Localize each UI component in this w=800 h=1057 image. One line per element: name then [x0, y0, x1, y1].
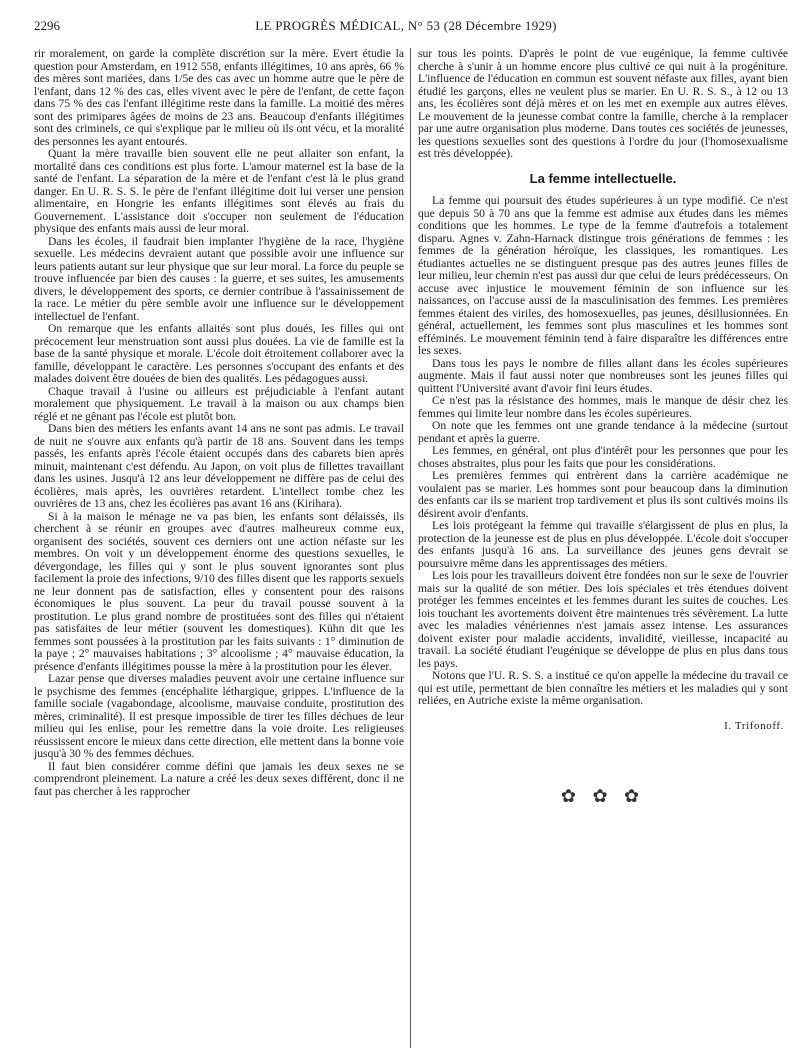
paragraph: Il faut bien considérer comme défini que jamais les deux sexes ne se comprendront pleinement. La nature a créé les deux sexes différent, donc il ne faut pas chercher à les rapprocher	[34, 759, 404, 798]
paragraph: rir moralement, on garde la complète discrétion sur la mère. Evert étudie la question pour Amsterdam, en 1912 558, enfants illégitimes, 10 ans après, 66 % des mères sont mariées, dans 1/5e des cas avec un homme autre que le père de l'enfant, dans 12 % des cas, elles vivent avec le père de l'enfant, de cette façon dans 75 % des cas l'enfant illégitime reste dans la famille. La moitié des mères sont des primipares âgées de moins de 23 ans. Beaucoup d'enfants illégitimes sont des criminels, ce qui s'explique par le milieu où ils ont vécu, et la moralité des personnes les ayant entourés.	[34, 47, 404, 148]
paragraph: Les femmes, en général, ont plus d'intérêt pour les personnes que pour les choses abstraites, plus pour les faits que pour les considérations.	[418, 444, 788, 470]
paragraph: Notons que l'U. R. S. S. a institué ce qu'on appelle la médecine du travail ce qui est utile, permettant de bien connaître les métiers et les maladies qui y sont reliées, en Autriche existe la même organisation.	[418, 669, 788, 707]
paragraph: Lazar pense que diverses maladies peuvent avoir une certaine influence sur le psychisme des femmes (encéphalite léthargique, grippes. L'influence de la famille sociale (vagabondage, alcoolisme, mauvaise conduite, prostitution des mères, criminalité). Il est presque impossible de tirer les filles déchues de leur milieu qui les enlise, pour les remettre dans la voie droite. Les religieuses réussissent encore le mieux dans cette direction, elle mettent dans la bonne voie jusqu'à 30 % des femmes déchues.	[34, 672, 404, 760]
paragraph: Si à la maison le ménage ne va pas bien, les enfants sont délaissés, ils cherchent à se réunir en groupes avec d'autres malheureux comme eux, organisent des sociétés, souvent ces derniers ont une action néfaste sur les membres. On voit y un développement énorme des questions sexuelles, le dévergondage, les filles qui y sont le plus souvent ignorantes sont plus facilement la proie des infections, 9/10 des filles disent que les rapports sexuels ne leur donnent pas de satisfaction, elles y consentent pour des raisons économiques le plus souvent. La peur du travail pousse souvent à la prostitution. Le plus grand nombre de prostituées sont des filles qui n'étaient pas satisfaites de leur métier (souvent les domestiques). Kühn dit que les femmes sont poussées à la prostitution par les faits suivants : 1° diminution de la paye ; 2° mauvaises habitations ; 3° alcoolisme ; 4° mauvaise éducation, la présence d'enfants illégitimes pousse la mère à la prostitution pour les élever.	[34, 509, 404, 673]
paragraph: Ce n'est pas la résistance des hommes, mais le manque de désir chez les femmes qui limite leur nombre dans les écoles supérieures.	[418, 394, 788, 420]
paragraph: Les lois pour les travailleurs doivent être fondées non sur le sexe de l'ouvrier mais sur la qualité de son métier. Des lois spéciales et très étendues doivent protéger les femmes enceintes et les femmes durant les suites de couches. Les lois touchant les avortements doivent être maintenues très sévèrement. La lutte avec les maladies vénériennes n'est jamais assez intense. Les assurances doivent exister pour maladie accidents, invalidité, vieillesse, incapacité au travail. La société étudiant l'eugénique se développe de plus en plus dans tous les pays.	[418, 569, 788, 670]
paragraph: sur tous les points. D'après le point de vue eugénique, la femme cultivée cherche à s'unir à un homme encore plus cultivé ce qui nuit à la progéniture. L'influence de l'éducation en commun est souvent néfaste aux filles, ayant bien étudié les garçons, elles ne veulent plus se marier. En U. R. S. S., à 12 ou 13 ans, les écolières sont déjà mères et on les met en exemple aux autres élèves. Le mouvement de la jeunesse combat contre la famille, cherche à la remplacer par une autre organisation plus moderne. Dans toutes ces sociétés de jeunesses, les questions sexuelles sont des questions à l'ordre du jour (l'homosexualisme est très développée).	[418, 47, 788, 160]
paragraph: La femme qui poursuit des études supérieures à un type modifié. Ce n'est que depuis 50 à 70 ans que la femme est admise aux études dans les mêmes conditions que les hommes. Le type de la femme d'autrefois a totalement disparu. Agnes v. Zahn-Harnack distingue trois générations de femmes : les femmes de la génération héroïque, les classiques, les romantiques. Les étudiantes actuelles ne se distinguent presque pas des autres jeunes filles de leur milieu, leur chemin n'est pas aussi dur que celui de leurs prédécesseurs. On accuse avec injustice le mouvement féminin de son influence sur les naissances, on l'accuse aussi de la masculinisation des femmes. Les premières femmes étaient des viriles, des homosexuelles, pas jeunes, désillusionnées. En général, actuellement, les femmes sont plus masculines et les hommes sont efféminés. Le mouvement féminin tend à faire disparaître les différences entre les sexes.	[418, 194, 788, 357]
section-title: La femme intellectuelle.	[529, 170, 677, 186]
paragraph: On note que les femmes ont une grande tendance à la médecine (surtout pendant et après la guerre.	[418, 419, 788, 445]
author-signature: I. Trifonoff.	[724, 719, 784, 732]
paragraph: Dans bien des métiers les enfants avant 14 ans ne sont pas admis. Le travail de nuit ne s'ouvre aux enfants qu'à partir de 18 ans. Souvent dans les temps passés, les enfants après l'école étaient occupés dans des cabarets bien après minuit, maintenant c'est défendu. Au Japon, on voit plus de fillettes travaillant dans les usines. Jusqu'à 12 ans leur développement ne diffère pas de celui des écolières, mais après, les ouvrières retardent. L'intellect tombe chez les ouvrières de 13 ans, chez les écolières pas avant 16 ans (Kirihara).	[34, 422, 404, 510]
running-title: LE PROGRÈS MÉDICAL, N° 53 (28 Décembre 1929)	[255, 18, 557, 33]
paragraph: Les premières femmes qui entrèrent dans la carrière académique ne voulaient pas se marier. Les hommes sont pour beaucoup dans la diminution des enfants car ils se marient trop tardivement et plus ils sont cultivés moins ils désirent avoir d'enfants.	[418, 469, 788, 520]
paragraph: Chaque travail à l'usine ou ailleurs est préjudiciable à l'enfant autant moralement que physiquement. Le travail à la maison ou aux champs bien réglé et ne gênant pas l'école est plutôt bon.	[34, 384, 404, 423]
column-divider	[410, 48, 411, 1048]
page-number: 2296	[34, 18, 60, 33]
paragraph: Quant la mère travaille bien souvent elle ne peut allaiter son enfant, la mortalité dans ces conditions est plus forte. L'amour maternel est la base de la santé de l'enfant. La séparation de la mère et de l'enfant c'est là le plus grand danger. En U. R. S. S. le père de l'enfant illégitime doit lui verser une pension alimentaire, en Hongrie les enfants illégitimes sont élevés au frais du Gouvernement. L'assistance doit s'occuper non seulement de l'éducation physique des enfants mais aussi de leur moral.	[34, 147, 404, 235]
paragraph: Dans tous les pays le nombre de filles allant dans les écoles supérieures augmente. Mais il faut aussi noter que nombreuses sont les jeunes filles qui quittent l'Université avant d'avoir fini leurs études.	[418, 356, 788, 395]
paragraph: On remarque que les enfants allaités sont plus doués, les filles qui ont précocement leur menstruation sont aussi plus douées. La vie de famille est la base de la santé physique et morale. L'école doit étroitement collaborer avec la famille, développant le caractère. Les personnes s'occupant des enfants et des malades doivent être douées de bien des qualités. Les pédagogues aussi.	[34, 322, 404, 385]
article-body	[34, 47, 788, 1048]
left-column	[34, 48, 404, 798]
right-column	[418, 47, 788, 806]
decorative-ornament-icon: ✿ ✿ ✿	[560, 786, 646, 806]
paragraph: Les lois protégeant la femme qui travaille s'élargissent de plus en plus, la protection de la jeunesse est de plus en plus développée. L'école doit s'occuper des enfants jusqu'à 16 ans. La surveillance des jeunes gens devrait se poursuivre même dans les apprentissages des métiers.	[418, 519, 788, 570]
paragraph: Dans les écoles, il faudrait bien implanter l'hygiène de la race, l'hygiène sexuelle. Les médecins devraient autant que possible avoir une influence sur leurs patients autant sur leur physique que sur leur moral. La force du peuple se trouve influencée par bien des causes : la guerre, et ses suites, les amusements divers, le développement des sports, ce dernier contribue à l'assainissement de la race. Le métier du père semble avoir une influence sur le développement intellectuel de l'enfant.	[34, 234, 404, 323]
page-header	[34, 10, 778, 40]
